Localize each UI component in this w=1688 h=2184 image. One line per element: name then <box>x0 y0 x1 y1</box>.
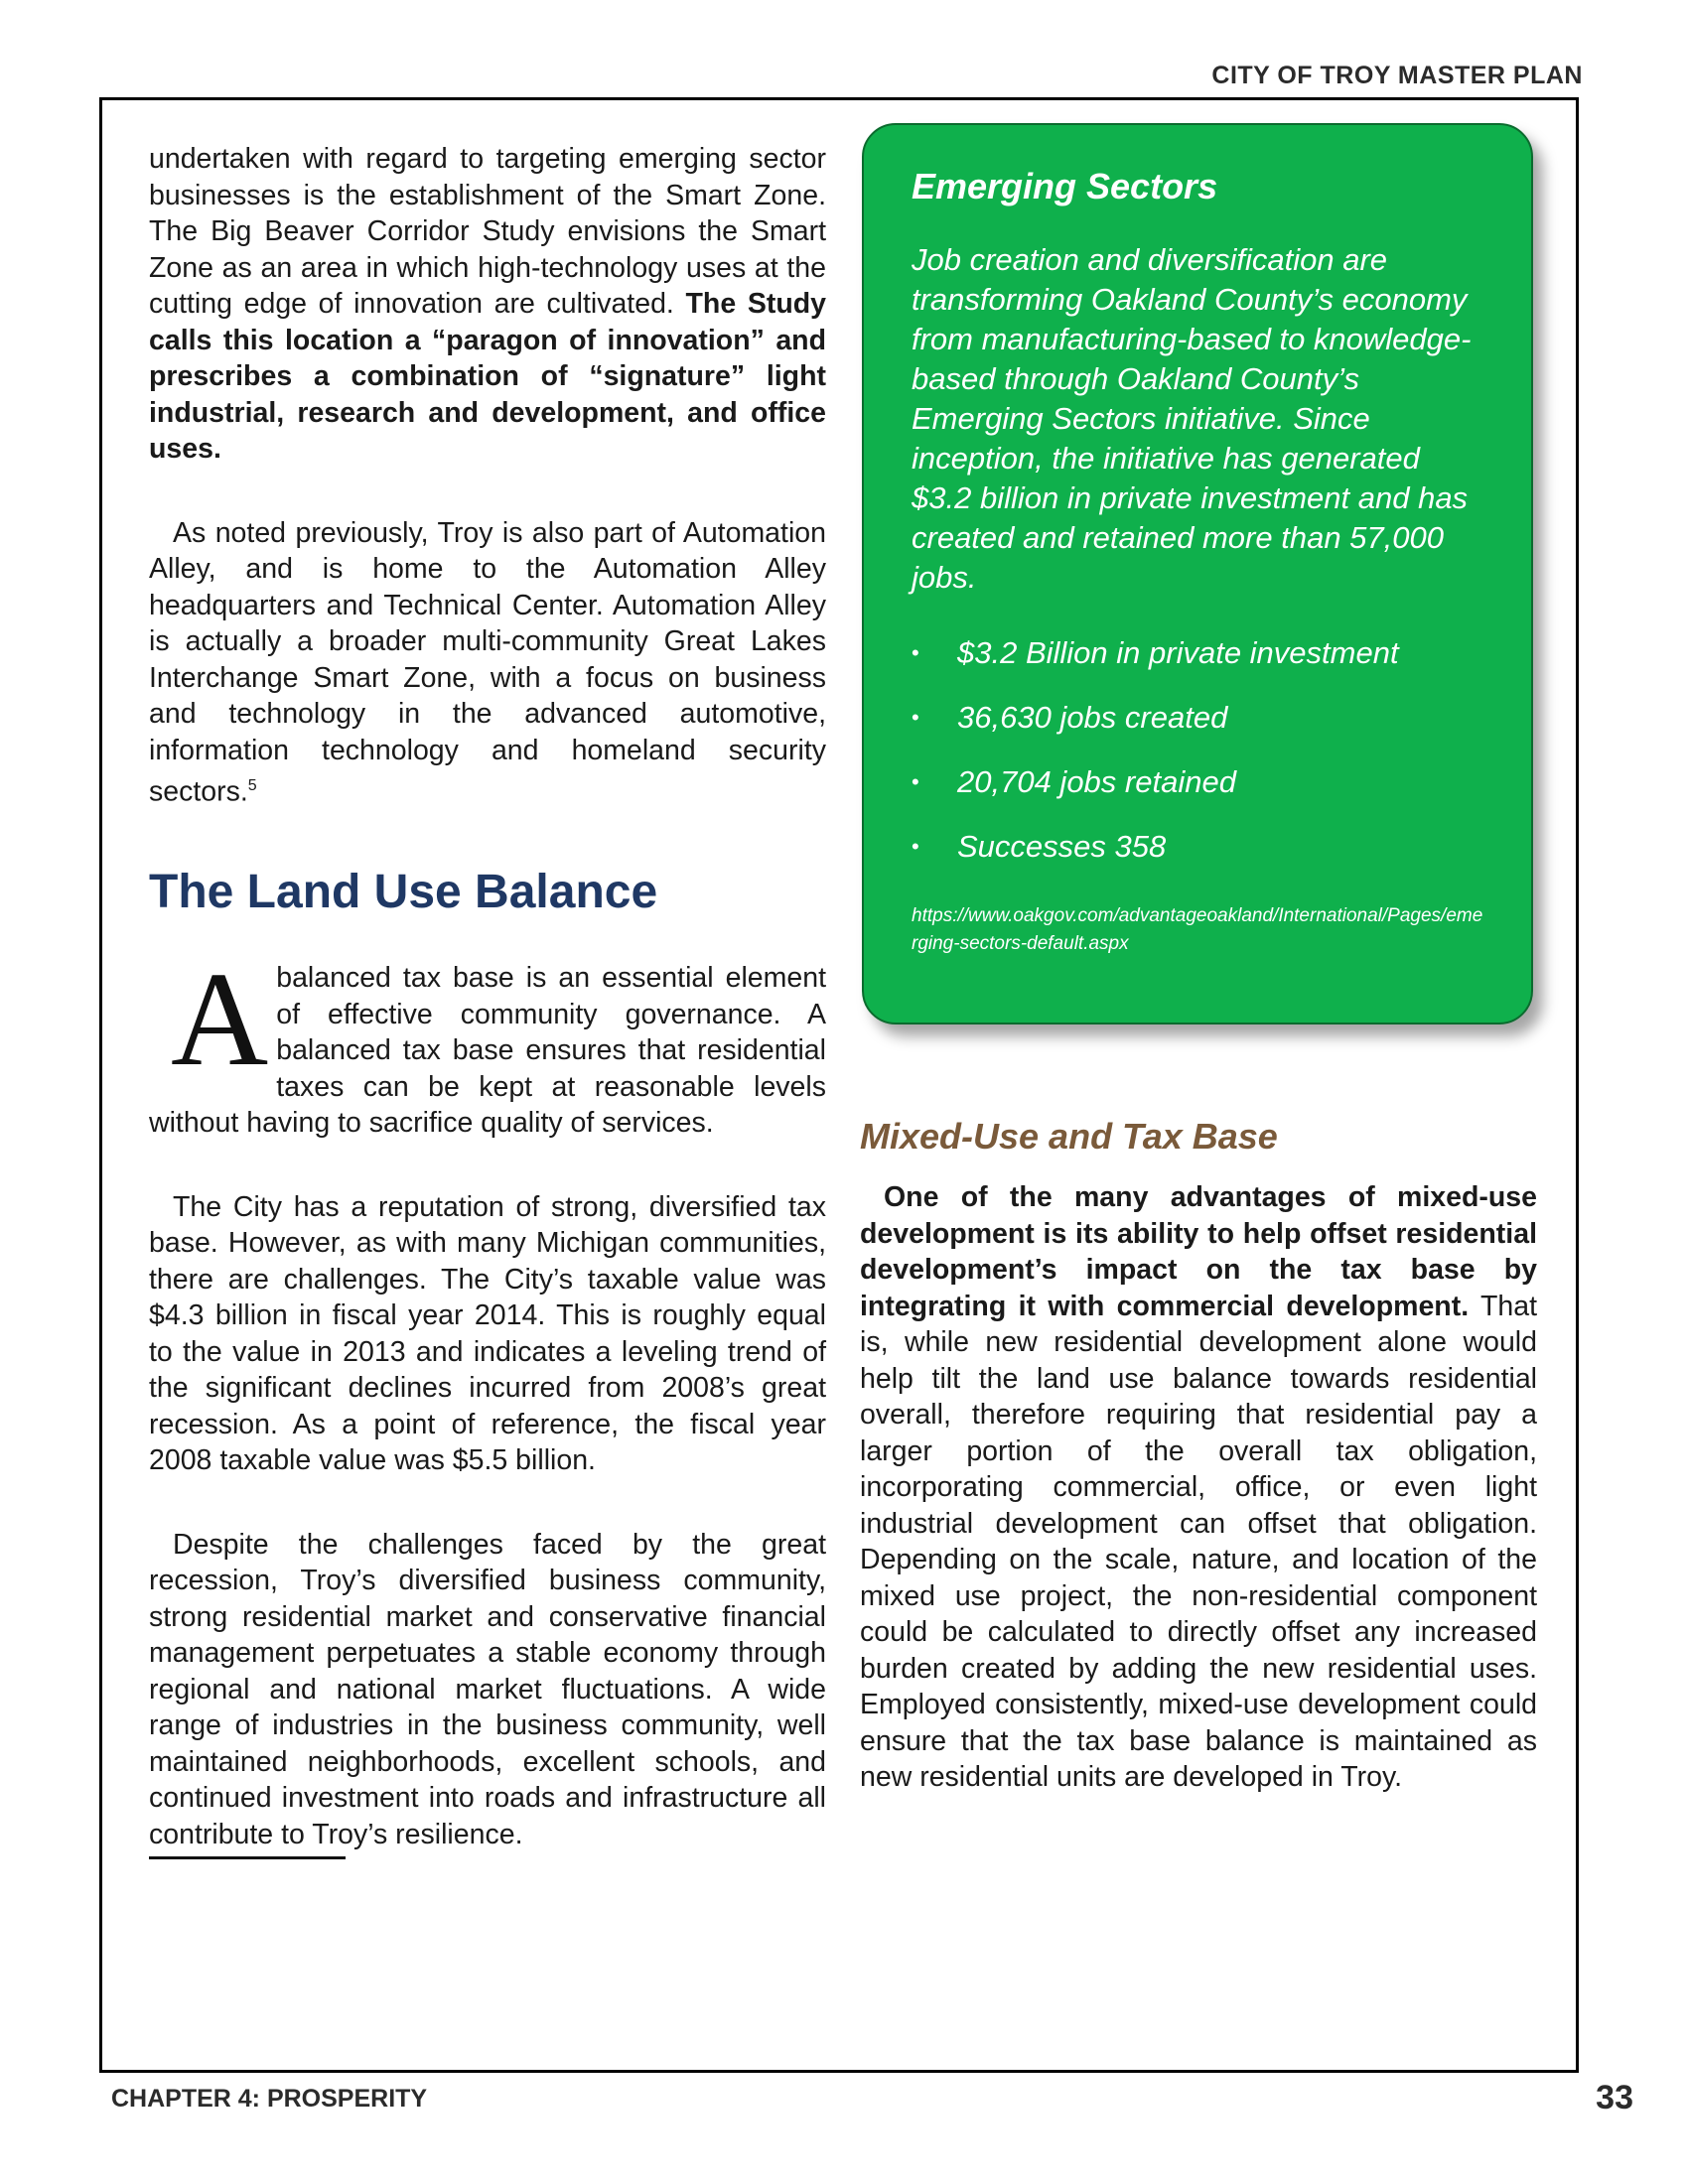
paragraph-bold-text: One of the many advantages of mixed-use development is its ability to help offset residential development’s impact on the tax base by integrating it with commercial development. <box>860 1181 1537 1322</box>
list-item <box>912 827 1487 867</box>
sidebar-title: Emerging Sectors <box>912 166 1218 206</box>
list-item-text: Successes 358 <box>957 829 1167 864</box>
subsection-title: Mixed-Use and Tax Base <box>860 1116 1278 1157</box>
bullet-icon: • <box>912 640 919 665</box>
paragraph-bold-text: The Study calls this location a “paragon of innovation” and prescribes a combination of “signature” light industrial, research and development, and office uses. <box>149 288 826 465</box>
list-item <box>912 633 1487 673</box>
paragraph-resilience: Despite the challenges faced by the great recession, Troy’s diversified business community, strong residential market and conservative financial management perpetuates a stable economy through regional and national market fluctuations. A wide range of industries in the business community, well maintained neighborhoods, excellent schools, and continued investment into roads and infrastructure all contribute to Troy’s resilience. <box>149 1528 826 1850</box>
list-item-text: 20,704 jobs retained <box>957 764 1236 799</box>
right-column <box>860 1116 1537 1796</box>
paragraph-balanced-tax-base <box>149 945 826 1142</box>
paragraph-text: That is, while new residential development alone would help tilt the land use balance towards residential overall, therefore requiring that residential pay a larger portion of the overall tax obligation, incorporating commercial, office, or even light industrial development can offset that obligation. Depending on the scale, nature, and location of the mixed use project, the non-residential component could be calculated to directly offset any increased burden created by adding the new residential uses. Employed consistently, mixed-use development could ensure that the tax base balance is maintained as new residential units are developed in Troy. <box>860 1290 1537 1793</box>
sidebar-stats-list <box>912 633 1487 867</box>
emerging-sectors-sidebar <box>862 123 1533 1024</box>
left-column <box>149 141 826 1859</box>
bullet-icon: • <box>912 705 919 730</box>
list-item-text: $3.2 Billion in private investment <box>957 635 1399 670</box>
footer-chapter: CHAPTER 4: PROSPERITY <box>111 2085 428 2113</box>
paragraph-text: undertaken with regard to targeting emerging sector businesses is the establishment of the Smart Zone. The Big Beaver Corridor Study envisions the Smart Zone as an area in which high-technology uses at the cutting edge of innovation are cultivated. <box>149 143 826 320</box>
footnote-marker: 5 <box>247 777 257 794</box>
paragraph-text: As noted previously, Troy is also part of Automation Alley, and is home to the Automation Alley headquarters and Technical Center. Automation Alley is actually a broader multi-community Great Lakes Interchange Smart Zone, with a focus on business and technology in the advanced automotive, information technology and homeland security sectors. <box>149 516 826 808</box>
paragraph-automation-alley <box>149 515 826 811</box>
source-link[interactable]: https://www.oakgov.com/advantageoakland/International/Pages/emerging-sectors-default.aspx <box>912 905 1483 954</box>
footnote-separator-rule <box>149 1856 346 1859</box>
bullet-icon: • <box>912 769 919 794</box>
list-item <box>912 762 1487 802</box>
paragraph-smart-zone <box>149 141 826 468</box>
paragraph-taxable-value: The City has a reputation of strong, diversified tax base. However, as with many Michigan communities, there are challenges. The City’s taxable value was $4.3 billion in fiscal year 2014. This is roughly equal to the value in 2013 and indicates a leveling trend of the significant declines incurred from 2008’s great recession. As a point of reference, the fiscal year 2008 taxable value was $5.5 billion. <box>149 1190 826 1476</box>
paragraph-text: balanced tax base is an essential element of effective community governance. A balanced tax base ensures that residential taxes can be kept at reasonable levels without having to sacrifice quality of services. <box>149 962 826 1139</box>
running-header: CITY OF TROY MASTER PLAN <box>1211 62 1583 89</box>
drop-cap: A <box>171 945 269 1094</box>
list-item-text: 36,630 jobs created <box>957 700 1228 735</box>
sidebar-body: Job creation and diversification are transforming Oakland County’s economy from manufacturing-based to knowledge-based through Oakland County’s Emerging Sectors initiative. Since inception, the initiative has generated $3.2 billion in private investment and has created and retained more than 57,000 jobs. <box>912 242 1472 595</box>
section-title: The Land Use Balance <box>149 866 658 918</box>
bullet-icon: • <box>912 834 919 859</box>
list-item <box>912 698 1487 738</box>
page-number: 33 <box>1596 2079 1633 2116</box>
paragraph-mixed-use <box>860 1179 1537 1796</box>
